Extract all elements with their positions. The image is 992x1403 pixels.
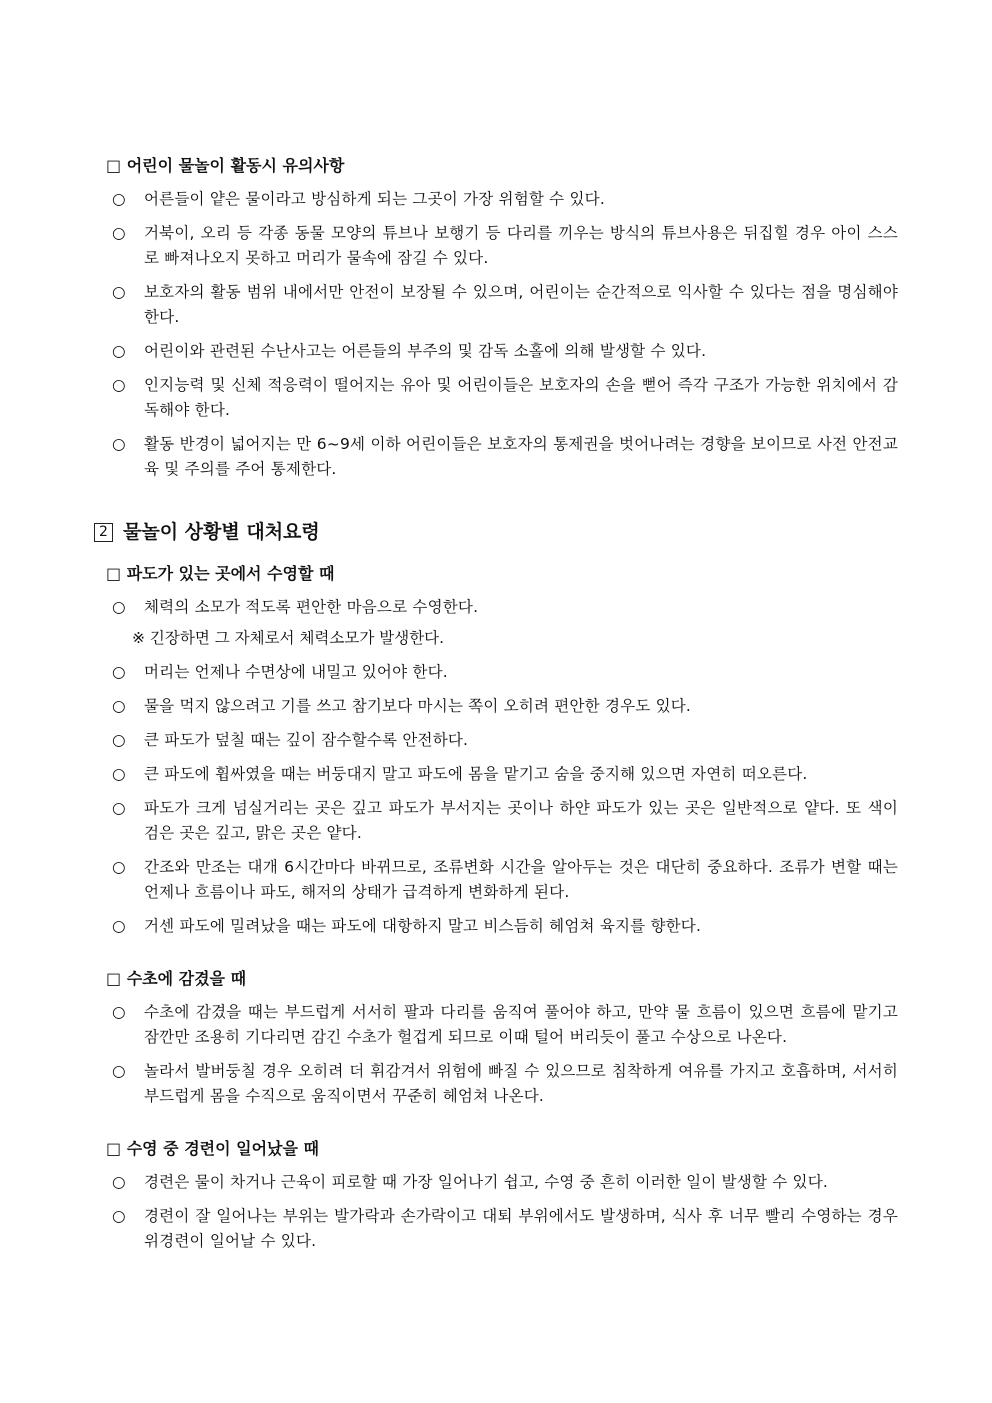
- list-item: ○ 놀라서 발버둥칠 경우 오히려 더 휘감겨서 위험에 빠질 수 있으므로 침착하게 여유를 가지고 호흡하며, 서서히 부드럽게 몸을 수직으로 움직이면서 꾸준히 헤엄쳐 나온다.: [112, 1059, 898, 1109]
- circle-bullet-icon: ○: [112, 1062, 126, 1080]
- section-heading-waves: □ 파도가 있는 곳에서 수영할 때: [106, 564, 335, 583]
- list-item: ○ 경련은 물이 차거나 근육이 피로할 때 가장 일어나기 쉽고, 수영 중 흔히 이러한 일이 발생할 수 있다.: [112, 1170, 898, 1195]
- circle-bullet-icon: ○: [112, 435, 126, 453]
- circle-bullet-icon: ○: [112, 917, 126, 935]
- note-text: ※ 긴장하면 그 자체로서 체력소모가 발생한다.: [132, 629, 445, 647]
- circle-bullet-icon: ○: [112, 190, 126, 208]
- list-item: ○ 간조와 만조는 대개 6시간마다 바뀌므로, 조류변화 시간을 알아두는 것은 대단히 중요하다. 조류가 변할 때는 언제나 흐름이나 파도, 해저의 상태가 급격하게 변화하게 된다.: [112, 855, 898, 905]
- circle-bullet-icon: ○: [112, 731, 126, 749]
- list-item: ○ 파도가 크게 넘실거리는 곳은 깊고 파도가 부서지는 곳이나 하얀 파도가 있는 곳은 일반적으로 얕다. 또 색이 검은 곳은 깊고, 맑은 곳은 얕다.: [112, 796, 898, 846]
- section-heading-child-safety: □ 어린이 물놀이 활동시 유의사항: [106, 156, 345, 175]
- circle-bullet-icon: ○: [112, 1173, 126, 1191]
- list-item: ○ 활동 반경이 넓어지는 만 6~9세 이하 어린이들은 보호자의 통제권을 벗어나려는 경향을 보이므로 사전 안전교육 및 주의를 주어 통제한다.: [112, 432, 898, 482]
- circle-bullet-icon: ○: [112, 224, 126, 242]
- list-item: ○ 큰 파도에 휩싸였을 때는 버둥대지 말고 파도에 몸을 맡기고 숨을 중지해 있으면 자연히 떠오른다.: [112, 762, 898, 787]
- circle-bullet-icon: ○: [112, 376, 126, 394]
- list-item: ○ 체력의 소모가 적도록 편안한 마음으로 수영한다.: [112, 595, 898, 620]
- main-heading-title: 물놀이 상황별 대처요령: [123, 521, 320, 543]
- list-item: ○ 물을 먹지 않으려고 기를 쓰고 참기보다 마시는 쪽이 오히려 편안한 경우도 있다.: [112, 694, 898, 719]
- list-item: ○ 머리는 언제나 수면상에 내밀고 있어야 한다.: [112, 660, 898, 685]
- circle-bullet-icon: ○: [112, 799, 126, 817]
- list-item: ○ 수초에 감겼을 때는 부드럽게 서서히 팔과 다리를 움직여 풀어야 하고, 만약 물 흐름이 있으면 흐름에 맡기고 잠깐만 조용히 기다리면 감긴 수초가 헐겁게 되므로 이때 털어 버리듯이 풀고 수상으로 나온다.: [112, 1000, 898, 1050]
- list-item: ○ 거센 파도에 밀려났을 때는 파도에 대항하지 말고 비스듬히 헤엄쳐 육지를 향한다.: [112, 914, 898, 939]
- circle-bullet-icon: ○: [112, 663, 126, 681]
- list-item: ○ 어른들이 얕은 물이라고 방심하게 되는 그곳이 가장 위험할 수 있다.: [112, 187, 898, 212]
- circle-bullet-icon: ○: [112, 1207, 126, 1225]
- list-item: ○ 어린이와 관련된 수난사고는 어른들의 부주의 및 감독 소홀에 의해 발생할 수 있다.: [112, 339, 898, 364]
- main-heading: [94, 518, 898, 546]
- circle-bullet-icon: ○: [112, 1003, 126, 1021]
- circle-bullet-icon: ○: [112, 765, 126, 783]
- circle-bullet-icon: ○: [112, 697, 126, 715]
- list-item: ○ 경련이 잘 일어나는 부위는 발가락과 손가락이고 대퇴 부위에서도 발생하며, 식사 후 너무 빨리 수영하는 경우 위경련이 일어날 수 있다.: [112, 1204, 898, 1254]
- circle-bullet-icon: ○: [112, 342, 126, 360]
- list-item: ○ 큰 파도가 덮칠 때는 깊이 잠수할수록 안전하다.: [112, 728, 898, 753]
- document-body: [99, 154, 898, 1254]
- list-item: ○ 거북이, 오리 등 각종 동물 모양의 튜브나 보행기 등 다리를 끼우는 방식의 튜브사용은 뒤집힐 경우 아이 스스로 빠져나오지 못하고 머리가 물속에 잠길 수 있다.: [112, 221, 898, 271]
- section-number-box: 2: [94, 523, 113, 542]
- list-item: ○ 인지능력 및 신체 적응력이 떨어지는 유아 및 어린이들은 보호자의 손을 뻗어 즉각 구조가 가능한 위치에서 감독해야 한다.: [112, 373, 898, 423]
- circle-bullet-icon: ○: [112, 598, 126, 616]
- circle-bullet-icon: ○: [112, 283, 126, 301]
- section-heading-seaweed: □ 수초에 감겼을 때: [106, 969, 247, 988]
- section-heading-cramps: □ 수영 중 경련이 일어났을 때: [106, 1139, 319, 1158]
- circle-bullet-icon: ○: [112, 858, 126, 876]
- list-item: ○ 보호자의 활동 범위 내에서만 안전이 보장될 수 있으며, 어린이는 순간적으로 익사할 수 있다는 점을 명심해야 한다.: [112, 280, 898, 330]
